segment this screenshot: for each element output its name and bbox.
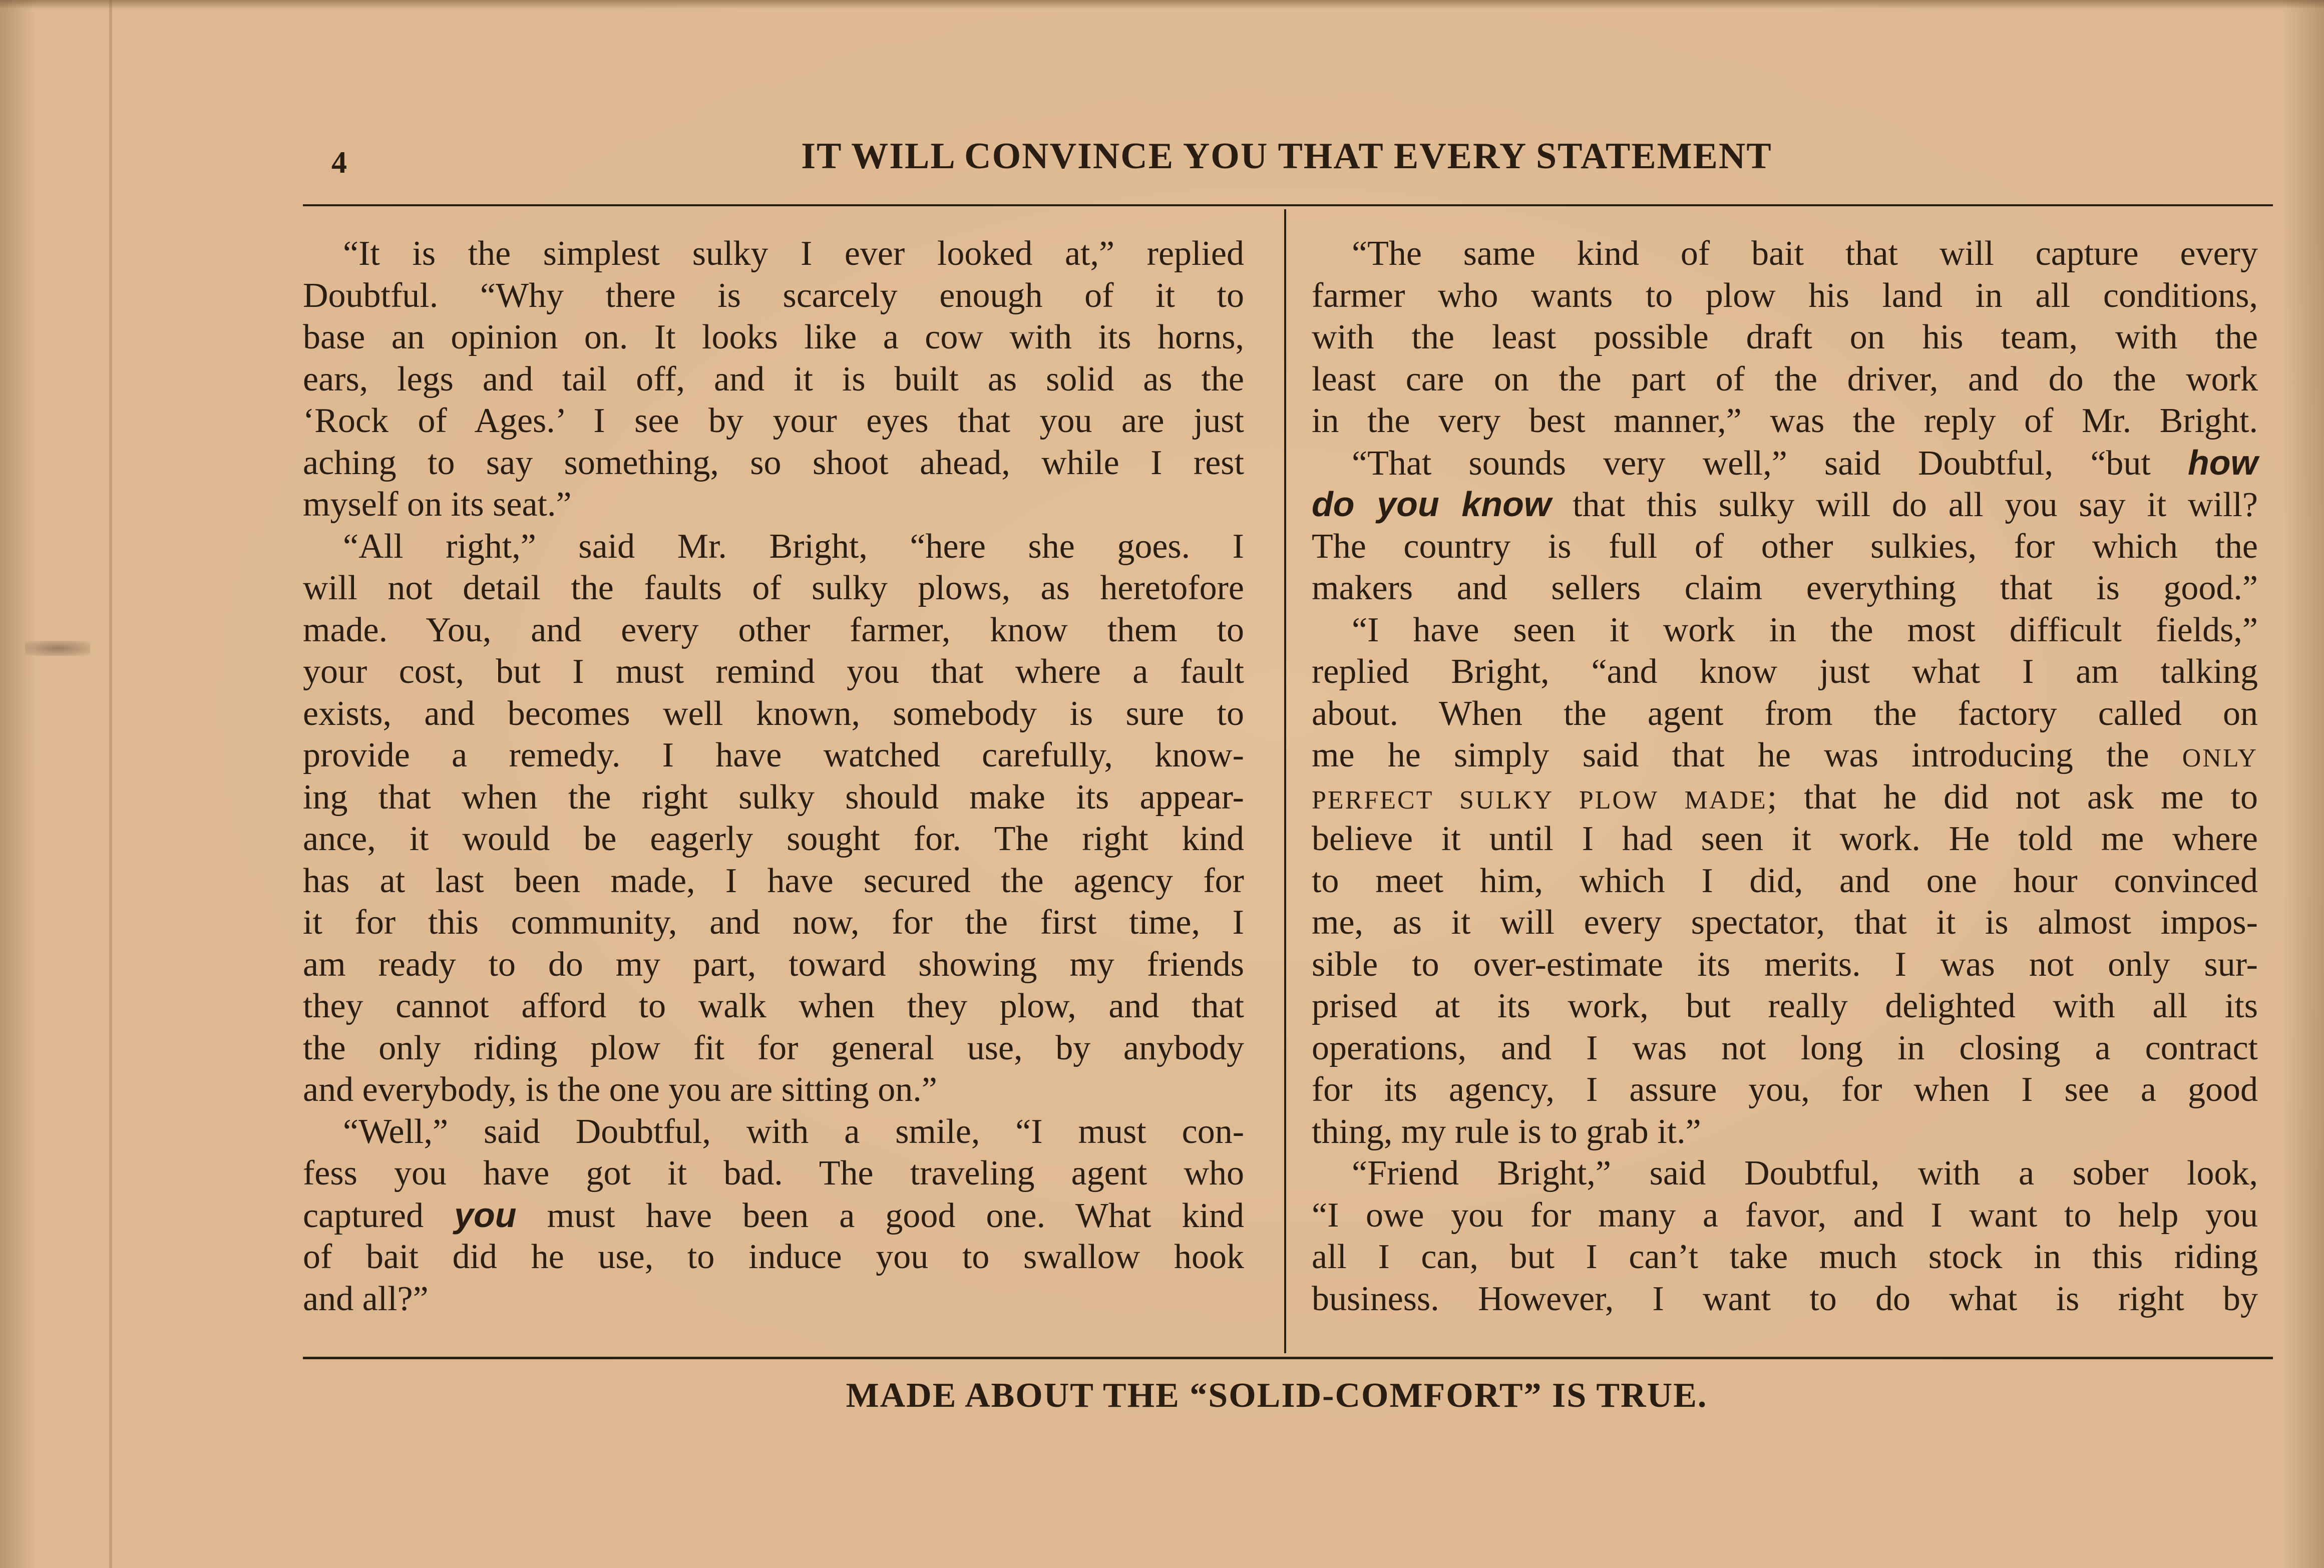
- text-line: am ready to do my part, toward showing my friends: [303, 945, 1244, 984]
- text-line: The country is full of other sulkies, for which the: [1312, 527, 2258, 566]
- running-foot: MADE ABOUT THE “SOLID-COMFORT” IS TRUE.: [846, 1376, 1708, 1415]
- text-line: [1312, 776, 2258, 819]
- text-line: ‘Rock of Ages.’ I see by your eyes that you are just: [303, 402, 1244, 440]
- text-line: farmer who wants to plow his land in all conditions,: [1312, 276, 2258, 315]
- text-line: exists, and becomes well known, somebody is sure to: [303, 694, 1244, 733]
- text-line: “All right,” said Mr. Bright, “here she goes. I: [343, 527, 1244, 566]
- text-line: myself on its seat.”: [303, 485, 572, 524]
- text-line: provide a remedy. I have watched carefully, know-: [303, 736, 1244, 774]
- text-line: made. You, and every other farmer, know them to: [303, 610, 1244, 649]
- text-line: and all?”: [303, 1279, 429, 1318]
- text-line: aching to say something, so shoot ahead, while I rest: [303, 443, 1244, 482]
- header-rule: [303, 204, 2273, 206]
- text-line: to meet him, which I did, and one hour convinced: [1312, 861, 2258, 900]
- small-caps-product: PERFECT SULKY PLOW MADE: [1312, 786, 1767, 815]
- text-line: for its agency, I assure you, for when I see a good: [1312, 1070, 2258, 1109]
- text-line: Doubtful. “Why there is scarcely enough of it to: [303, 276, 1244, 315]
- text-line: “The same kind of bait that will capture every: [1352, 234, 2258, 273]
- text-line: and everybody, is the one you are sitting on.”: [303, 1070, 937, 1109]
- text-line: me, as it will every spectator, that it is almost impos-: [1312, 903, 2258, 942]
- text-line: makers and sellers claim everything that is good.”: [1312, 569, 2258, 607]
- text-line: believe it until I had seen it work. He told me where: [1312, 820, 2258, 858]
- text-line: has at last been made, I have secured the agency for: [303, 861, 1244, 900]
- text-segment: that this sulky will do all you say it will?: [1551, 486, 2258, 524]
- text-line: your cost, but I must remind you that where a fault: [303, 652, 1244, 691]
- right-column: [1312, 233, 2258, 1320]
- text-line: in the very best manner,” was the reply of Mr. Bright.: [1312, 402, 2258, 440]
- text-line: [1312, 484, 2258, 526]
- text-line: “I have seen it work in the most difficult fields,”: [1352, 610, 2258, 649]
- text-line: least care on the part of the driver, and do the work: [1312, 359, 2258, 399]
- column-divider: [1284, 209, 1286, 1353]
- text-segment: “That sounds very well,” said Doubtful, “but: [1352, 444, 2188, 483]
- text-line: prised at its work, but really delighted with all its: [1312, 987, 2258, 1025]
- page-top-edge: [0, 0, 2324, 9]
- text-line: with the least possible draft on his team, with the: [1312, 318, 2258, 356]
- text-line: business. However, I want to do what is right by: [1312, 1279, 2258, 1318]
- text-segment: me he simply said that he was introducing the: [1312, 736, 2182, 774]
- text-line: “It is the simplest sulky I ever looked at,” replied: [343, 234, 1244, 273]
- text-line: “Well,” said Doubtful, with a smile, “I must con-: [343, 1112, 1244, 1151]
- text-line: of bait did he use, to induce you to swallow hook: [303, 1238, 1244, 1276]
- text-line: operations, and I was not long in closing a contract: [1312, 1028, 2258, 1067]
- text-line: sible to over-estimate its merits. I was not only sur-: [1312, 945, 2258, 984]
- text-segment: must have been a good one. What kind: [516, 1196, 1245, 1235]
- footer-rule: [303, 1357, 2273, 1359]
- text-line: all I can, but I can’t take much stock in this riding: [1312, 1238, 2258, 1276]
- running-head: IT WILL CONVINCE YOU THAT EVERY STATEMENT: [801, 136, 1772, 177]
- small-caps-only: ONLY: [2182, 744, 2258, 772]
- text-line: it for this community, and now, for the first time, I: [303, 903, 1244, 942]
- text-line: “Friend Bright,” said Doubtful, with a sober look,: [1352, 1154, 2258, 1193]
- ink-smudge: [25, 641, 90, 656]
- emphasis-how: how: [2188, 443, 2258, 482]
- emphasis-do-you-know: do you know: [1312, 485, 1552, 524]
- text-line: about. When the agent from the factory called on: [1312, 694, 2258, 733]
- text-line: [1312, 734, 2258, 776]
- text-line: “I owe you for many a favor, and I want to help you: [1312, 1196, 2258, 1235]
- text-line: ing that when the right sulky should make its appear-: [303, 777, 1244, 817]
- text-line: fess you have got it bad. The traveling agent who: [303, 1154, 1244, 1193]
- page-number: 4: [331, 146, 347, 180]
- text-line: will not detail the faults of sulky plows, as heretofore: [303, 569, 1244, 607]
- text-line: ance, it would be eagerly sought for. The right kind: [303, 820, 1244, 858]
- text-segment: ; that he did not ask me to: [1767, 777, 2258, 817]
- text-line: the only riding plow fit for general use, by anybody: [303, 1028, 1244, 1067]
- binding-fold: [109, 0, 112, 1568]
- emphasis-you: you: [454, 1195, 517, 1235]
- text-line: base an opinion on. It looks like a cow with its horns,: [303, 318, 1244, 356]
- text-line: thing, my rule is to grab it.”: [1312, 1112, 1701, 1151]
- left-column: [303, 233, 1244, 1320]
- text-line: [1312, 442, 2258, 484]
- text-line: [303, 1195, 1244, 1237]
- text-line: ears, legs and tail off, and it is built as solid as the: [303, 359, 1244, 399]
- text-segment: captured: [303, 1196, 455, 1235]
- text-line: replied Bright, “and know just what I am talking: [1312, 652, 2258, 691]
- text-line: they cannot afford to walk when they plow, and that: [303, 987, 1244, 1025]
